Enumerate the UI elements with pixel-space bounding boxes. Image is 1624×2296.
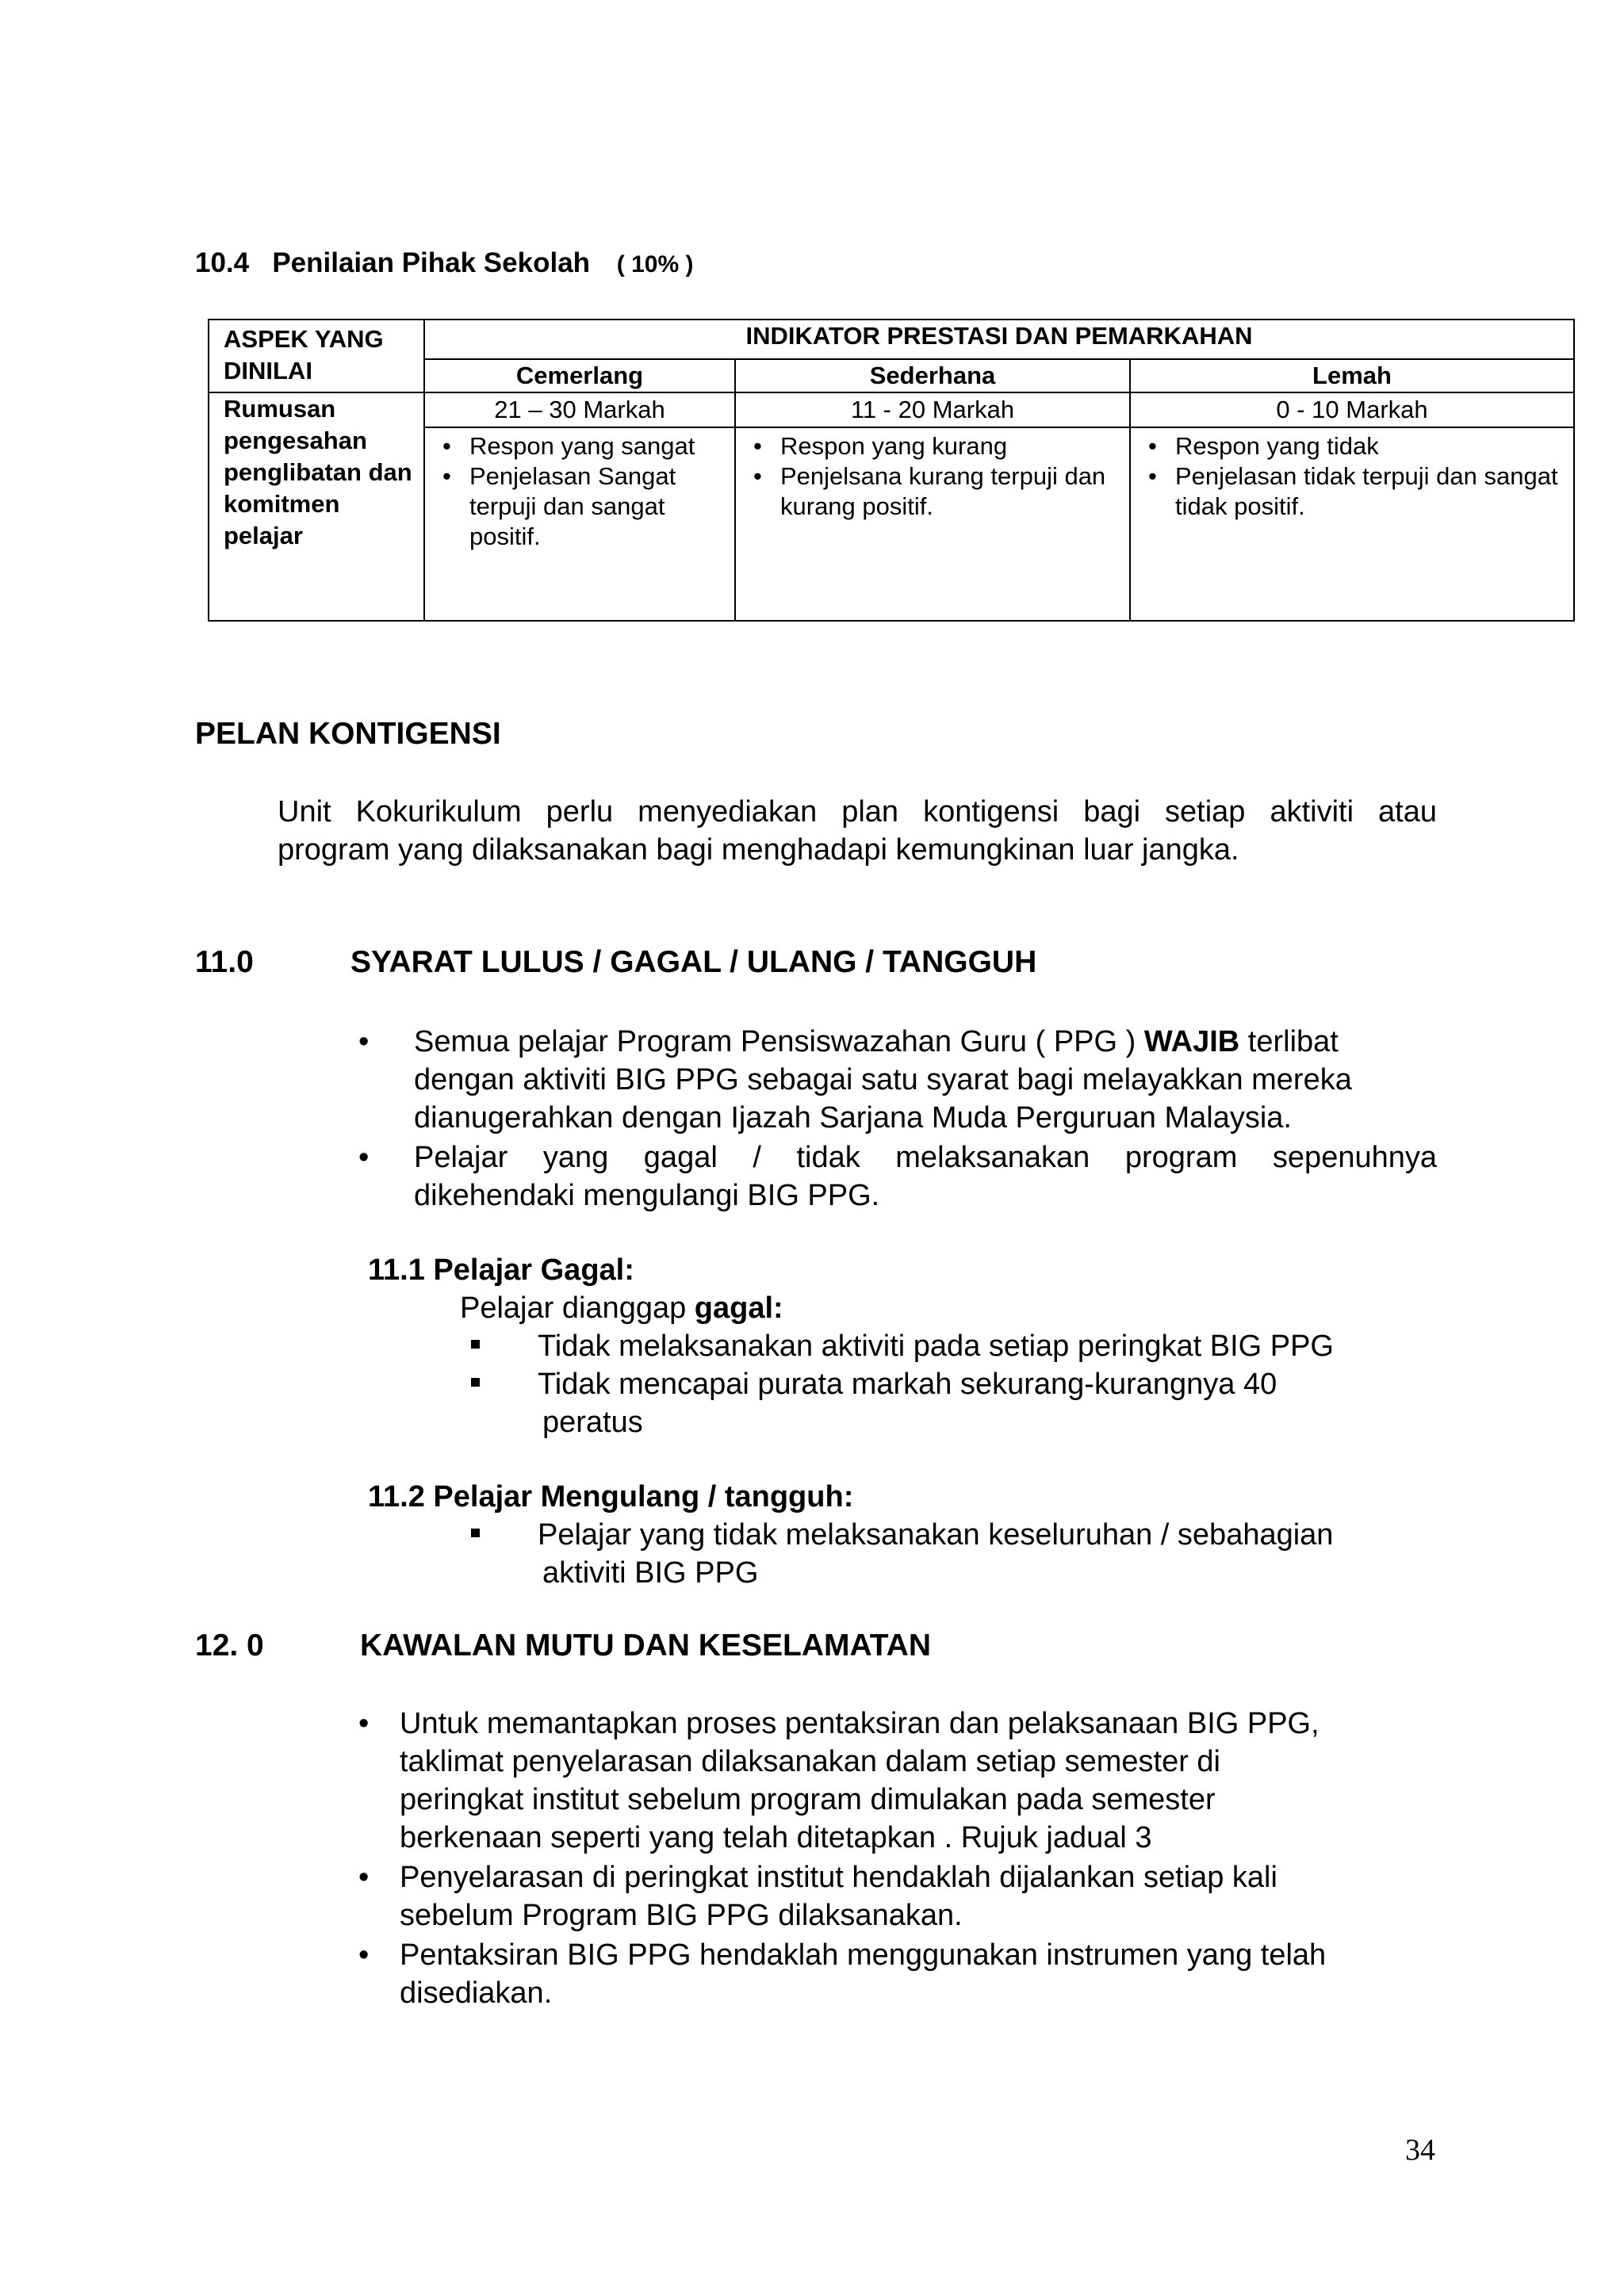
pelan-line-2: program yang dilaksanakan bagi menghadapi kemungkinan luar jangka. [278,833,1239,867]
indikator-header: INDIKATOR PRESTASI DAN PEMARKAHAN [424,320,1574,359]
s11-bullet-1-line-1 [414,1023,1339,1061]
s11-2-title: 11.2 Pelajar Mengulang / tangguh: [368,1480,854,1513]
section-12-title: KAWALAN MUTU DAN KESELAMATAN [360,1628,931,1663]
col-cemerlang: Cemerlang [424,359,735,392]
s12-bullet-1-line-1: Untuk memantapkan proses pentaksiran dan pelaksanaan BIG PPG, [400,1707,1320,1740]
section-weight: ( 10% ) [616,251,694,277]
sederhana-list [744,431,1121,522]
pelan-heading: PELAN KONTIGENSI [195,717,501,751]
list-item: • Penjelasan tidak terpuji dan sangat tidak positif. [1139,461,1565,522]
section-10-4-heading [195,247,693,279]
cell-lemah [1130,427,1574,621]
gagal-text: gagal: [694,1292,783,1325]
s11-1-intro [460,1289,783,1327]
aspek-header: ASPEK YANG DINILAI [209,320,424,392]
s11-bullet-2-line-1: Pelajar yang gagal / tidak melaksanakan program sepenuhnya [414,1141,1437,1174]
s11-2-item-1-line-1: Pelajar yang tidak melaksanakan keseluruhan / sebahagian [538,1518,1334,1552]
s12-bullet-1-line-2: taklimat penyelarasan dilaksanakan dalam setiap semester di [400,1745,1220,1778]
section-11-number: 11.0 [195,945,254,979]
s11-bullet-1-line-2: dengan aktiviti BIG PPG sebagai satu syarat bagi melayakkan mereka [414,1063,1352,1096]
cemerlang-list [433,431,726,552]
aspek-cell: Rumusan pengesahan penglibatan dan komitmen pelajar [209,392,424,621]
assessment-table [208,319,1575,622]
s12-bullet-2-line-1: Penyelarasan di peringkat institut hendaklah dijalankan setiap kali [400,1861,1277,1894]
bullet-dot: • [358,1707,370,1740]
bullet-dot: • [358,1861,370,1894]
page-number: 34 [1405,2133,1435,2167]
section-number: 10.4 [195,247,250,278]
list-item: • Respon yang kurang [744,431,1121,461]
pelan-line-1: Unit Kokurikulum perlu menyediakan plan kontigensi bagi setiap aktiviti atau [278,795,1437,828]
s11-1-item-2-line-1: Tidak mencapai purata markah sekurang-kurangnya 40 [538,1368,1277,1401]
s12-bullet-3-line-2: disediakan. [400,1976,553,2010]
cell-sederhana [735,427,1130,621]
square-bullet-icon [471,1340,480,1349]
section-title: Penilaian Pihak Sekolah [272,247,591,278]
list-item: • Penjelsana kurang terpuji dan kurang positif. [744,461,1121,522]
square-bullet-icon [471,1529,480,1537]
text: Semua pelajar Program Pensiswazahan Guru ( PPG ) [414,1025,1144,1058]
list-item: • Respon yang sangat [433,431,726,461]
section-11-title: SYARAT LULUS / GAGAL / ULANG / TANGGUH [350,945,1037,979]
list-item: • Penjelasan Sangat terpuji dan sangat positif. [433,461,726,552]
bullet-dot: • [358,1938,370,1972]
s11-2-item-1-line-2: aktiviti BIG PPG [542,1556,759,1590]
lemah-list [1139,431,1565,522]
mark-cemerlang: 21 – 30 Markah [424,392,735,427]
s11-bullet-1-line-3: dianugerahkan dengan Ijazah Sarjana Muda Perguruan Malaysia. [414,1101,1292,1135]
text: terlibat [1239,1025,1339,1058]
s11-1-item-1: Tidak melaksanakan aktiviti pada setiap peringkat BIG PPG [538,1330,1334,1363]
mark-lemah: 0 - 10 Markah [1130,392,1574,427]
s11-bullet-2-line-2: dikehendaki mengulangi BIG PPG. [414,1179,880,1212]
col-sederhana: Sederhana [735,359,1130,392]
bullet-dot: • [358,1141,370,1174]
s11-1-title: 11.1 Pelajar Gagal: [368,1253,634,1287]
s11-1-item-2-line-2: peratus [542,1406,643,1439]
s12-bullet-3-line-1: Pentaksiran BIG PPG hendaklah menggunakan instrumen yang telah [400,1938,1327,1972]
mark-sederhana: 11 - 20 Markah [735,392,1130,427]
square-bullet-icon [471,1378,480,1387]
col-lemah: Lemah [1130,359,1574,392]
wajib-text: WAJIB [1143,1025,1240,1058]
text: Pelajar dianggap [460,1292,695,1325]
s12-bullet-1-line-4: berkenaan seperti yang telah ditetapkan . Rujuk jadual 3 [400,1821,1152,1854]
s12-bullet-1-line-3: peringkat institut sebelum program dimulakan pada semester [400,1783,1216,1816]
bullet-dot: • [358,1025,370,1058]
s12-bullet-2-line-2: sebelum Program BIG PPG dilaksanakan. [400,1899,963,1932]
section-12-number: 12. 0 [195,1628,264,1663]
list-item: • Respon yang tidak [1139,431,1565,461]
cell-cemerlang [424,427,735,621]
